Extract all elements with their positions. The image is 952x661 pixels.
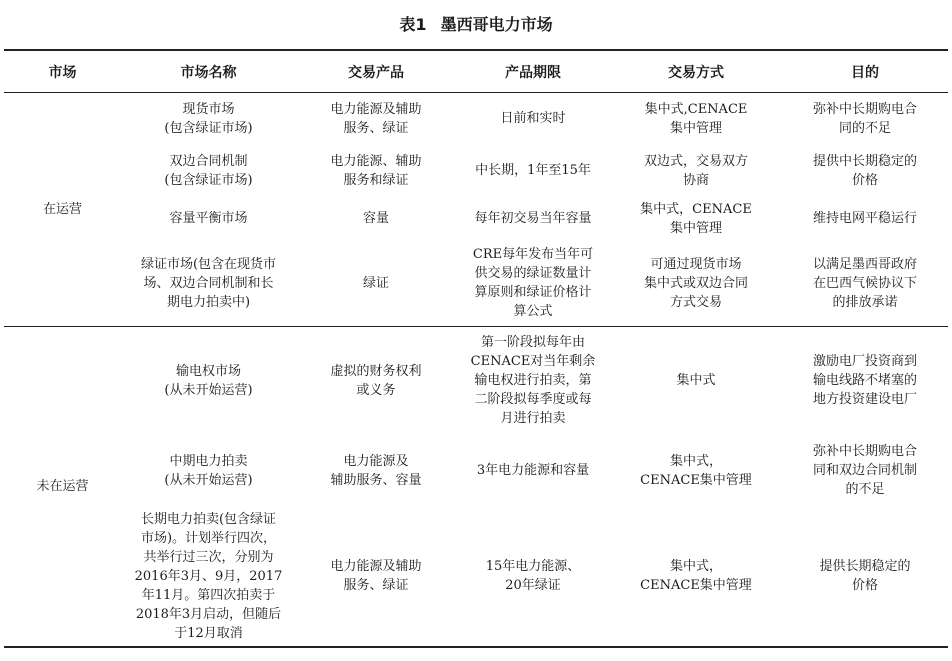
table-row [4,241,948,327]
market-name-cell: 长期电力拍卖(包含绿证 市场)。计划举行四次， 共举行过三次，分别为 2016年3月、9月，2017 年11月。第四次拍卖于 2018年3月启动，但随后 于12月取消 [134,511,283,641]
header-row [4,50,948,93]
product-cell: 电力能源、辅助 服务和绿证 [330,153,422,188]
market-name-cell: 双边合同机制 (包含绿证市场) [164,153,253,188]
purpose-cell: 提供中长期稳定的 价格 [812,153,917,188]
product-cell: 绿证 [296,241,456,327]
table-title [0,14,952,36]
market-status-cell: 在运营 [4,93,121,327]
table-row [4,93,948,145]
header-market: 市场 [4,50,121,93]
market-name-cell: 中期电力拍卖 (从未开始运营) [164,453,253,488]
term-cell: 15年电力能源、 20年绿证 [485,559,581,593]
product-cell: 容量 [362,211,389,226]
purpose-cell: 弥补中长期购电合 同的不足 [812,101,917,136]
product-cell: 电力能源及辅助 服务、绿证 [330,559,422,593]
table-row [4,435,948,507]
term-cell: 第一阶段拟每年由 CENACE对当年剩余 输电权进行拍卖，第 二阶段拟每季度或每 月进行拍卖 [470,335,596,427]
method-cell: 双边式，交易双方 协商 [643,153,748,188]
table-row [4,145,948,197]
market-name-cell: 现货市场 (包含绿证市场) [164,101,253,136]
purpose-cell: 维持电网平稳运行 [812,211,917,226]
header-term: 产品期限 [456,50,610,93]
header-purpose: 目的 [782,50,948,93]
market-name-cell: 输电权市场 (从未开始运营) [164,363,253,398]
table-title-text: 墨西哥电力市场 [440,15,553,34]
method-cell: 集中式， CENACE集中管理 [640,453,752,488]
term-cell: 每年初交易当年容量 [474,211,592,226]
header-market-name: 市场名称 [121,50,296,93]
table-row [4,197,948,241]
market-name-cell: 绿证市场(包含在现货市 场、双边合同机制和长 期电力拍卖中) [121,241,296,327]
purpose-cell: 提供长期稳定的 价格 [819,559,911,593]
method-cell: 集中式，CENACE 集中管理 [640,201,752,236]
product-cell: 电力能源及辅助 服务、绿证 [330,101,422,136]
term-cell: 日前和实时 [500,111,566,127]
header-method: 交易方式 [610,50,782,93]
purpose-cell: 激励电厂投资商到 输电线路不堵塞的 地方投资建设电厂 [812,354,917,408]
term-cell: 3年电力能源和容量 [476,463,590,478]
method-cell: 集中式,CENACE 集中管理 [644,101,748,136]
table-row [4,327,948,435]
header-product: 交易产品 [296,50,456,93]
electricity-market-table [4,49,948,648]
term-cell: 中长期，1年至15年 [475,163,591,178]
table-number: 表1 [399,15,427,34]
purpose-cell: 弥补中长期购电合 同和双边合同机制 的不足 [812,444,917,497]
method-cell: 集中式 [676,373,716,389]
market-status-cell: 未在运营 [4,327,121,647]
market-name-cell: 容量平衡市场 [169,211,248,226]
product-cell: 电力能源及 辅助服务、容量 [330,453,422,488]
purpose-cell: 以满足墨西哥政府 在巴西气候协议下 的排放承诺 [782,241,948,327]
method-cell: 可通过现货市场 集中式或双边合同 方式交易 [610,241,782,327]
method-cell: 集中式， CENACE集中管理 [640,559,752,593]
product-cell: 虚拟的财务权利 或义务 [330,363,422,398]
term-cell: CRE每年发布当年可 供交易的绿证数量计 算原则和绿证价格计 算公式 [456,241,610,327]
table-row [4,507,948,647]
